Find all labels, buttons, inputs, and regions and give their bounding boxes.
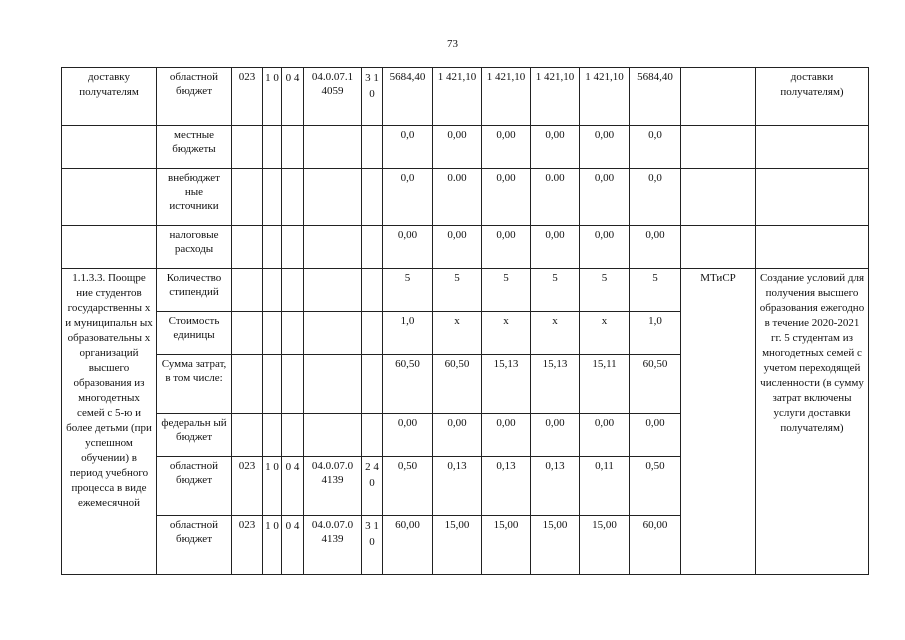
executor-cell: МТиСР [681, 269, 756, 575]
funding-source-cell: областной бюджет [157, 68, 232, 126]
target-article-cell [304, 169, 362, 226]
subsection-code-cell [282, 414, 304, 457]
value-sum-cell: 0,50 [630, 457, 681, 516]
value-total-cell: 5684,40 [383, 68, 433, 126]
section-code-cell [263, 226, 282, 269]
ministry-code-cell [232, 355, 263, 414]
target-article-cell [304, 355, 362, 414]
table-row [62, 169, 869, 226]
value-year-cell: 15,13 [482, 355, 531, 414]
section-code-cell [263, 269, 282, 312]
value-year-cell: 0,11 [580, 457, 630, 516]
funding-source-cell: областной бюджет [157, 516, 232, 575]
result-cell: доставки получателям) [756, 68, 869, 126]
value-sum-cell: 5684,40 [630, 68, 681, 126]
event-name-cell: 1.1.3.3. Поощре ние студентов государственны х и муниципальн ых образовательны х организаций высшего образования из многодетных семей с 5-ю и более детьми (при успешном обучении) в период учебного процесса в виде ежемесячной [62, 269, 157, 575]
executor-cell [681, 126, 756, 169]
value-year-cell: 15,00 [482, 516, 531, 575]
value-year-cell: x [482, 312, 531, 355]
value-year-cell: 0,00 [580, 414, 630, 457]
value-year-cell: 0.00 [433, 169, 482, 226]
subsection-code-cell: 0 4 [282, 457, 304, 516]
section-code-cell [263, 169, 282, 226]
section-code-cell: 1 0 [263, 516, 282, 575]
value-total-cell: 0,50 [383, 457, 433, 516]
expense-type-cell: 3 1 0 [362, 516, 383, 575]
section-code-cell [263, 126, 282, 169]
value-sum-cell: 0,0 [630, 169, 681, 226]
executor-cell [681, 68, 756, 126]
event-name-cell [62, 126, 157, 169]
funding-source-cell: местные бюджеты [157, 126, 232, 169]
value-total-cell: 60,00 [383, 516, 433, 575]
value-year-cell: 0,13 [531, 457, 580, 516]
target-article-cell [304, 226, 362, 269]
value-sum-cell: 60,00 [630, 516, 681, 575]
value-sum-cell: 60,50 [630, 355, 681, 414]
section-code-cell [263, 414, 282, 457]
subsection-code-cell [282, 169, 304, 226]
subsection-code-cell: 0 4 [282, 516, 304, 575]
executor-cell [681, 169, 756, 226]
subsection-code-cell [282, 269, 304, 312]
page-number: 73 [447, 38, 458, 50]
value-year-cell: 5 [482, 269, 531, 312]
value-year-cell: 0,00 [433, 226, 482, 269]
expense-type-cell [362, 126, 383, 169]
result-cell [756, 226, 869, 269]
event-name-cell [62, 169, 157, 226]
section-code-cell [263, 312, 282, 355]
value-year-cell: 15,11 [580, 355, 630, 414]
expense-type-cell [362, 355, 383, 414]
subsection-code-cell [282, 355, 304, 414]
funding-source-cell: Стоимость единицы [157, 312, 232, 355]
expense-type-cell [362, 226, 383, 269]
value-year-cell: 1 421,10 [531, 68, 580, 126]
value-year-cell: 0,00 [580, 226, 630, 269]
value-year-cell: 0,00 [531, 226, 580, 269]
table-row [62, 269, 869, 312]
funding-source-cell: областной бюджет [157, 457, 232, 516]
target-article-cell [304, 269, 362, 312]
result-cell [756, 126, 869, 169]
ministry-code-cell [232, 169, 263, 226]
value-total-cell: 0,0 [383, 126, 433, 169]
value-year-cell: 0.00 [531, 169, 580, 226]
table-row [62, 68, 869, 126]
expense-type-cell [362, 169, 383, 226]
executor-cell [681, 226, 756, 269]
ministry-code-cell [232, 312, 263, 355]
value-sum-cell: 0,00 [630, 226, 681, 269]
result-cell: Создание условий для получения высшего образования ежегодно в течение 2020-2021 гг. 5 студентам из многодетных семей с учетом переходящей численности (в сумму затрат включены услуги доставки получателям) [756, 269, 869, 575]
funding-source-cell: Количество стипендий [157, 269, 232, 312]
event-name-cell [62, 226, 157, 269]
target-article-cell [304, 312, 362, 355]
value-year-cell: 5 [433, 269, 482, 312]
section-code-cell: 1 0 [263, 68, 282, 126]
value-total-cell: 0,0 [383, 169, 433, 226]
value-total-cell: 0,00 [383, 414, 433, 457]
section-code-cell: 1 0 [263, 457, 282, 516]
value-year-cell: 0,13 [433, 457, 482, 516]
value-year-cell: 15,00 [580, 516, 630, 575]
ministry-code-cell: 023 [232, 516, 263, 575]
budget-table [61, 67, 869, 575]
value-total-cell: 0,00 [383, 226, 433, 269]
subsection-code-cell [282, 126, 304, 169]
value-sum-cell: 1,0 [630, 312, 681, 355]
value-year-cell: 0,00 [580, 126, 630, 169]
section-code-cell [263, 355, 282, 414]
value-total-cell: 60,50 [383, 355, 433, 414]
target-article-cell: 04.0.07.0 4139 [304, 457, 362, 516]
value-year-cell: 60,50 [433, 355, 482, 414]
value-year-cell: x [531, 312, 580, 355]
value-year-cell: 1 421,10 [482, 68, 531, 126]
value-sum-cell: 0,0 [630, 126, 681, 169]
value-year-cell: 0,00 [531, 414, 580, 457]
ministry-code-cell: 023 [232, 68, 263, 126]
expense-type-cell [362, 312, 383, 355]
subsection-code-cell [282, 312, 304, 355]
value-year-cell: 1 421,10 [433, 68, 482, 126]
value-year-cell: 15,00 [531, 516, 580, 575]
value-year-cell: 1 421,10 [580, 68, 630, 126]
funding-source-cell: Сумма затрат, в том числе: [157, 355, 232, 414]
target-article-cell [304, 126, 362, 169]
value-year-cell: 0,00 [433, 126, 482, 169]
result-cell [756, 169, 869, 226]
subsection-code-cell [282, 226, 304, 269]
value-year-cell: 0,00 [433, 414, 482, 457]
ministry-code-cell: 023 [232, 457, 263, 516]
value-year-cell: 0,00 [482, 414, 531, 457]
value-sum-cell: 0,00 [630, 414, 681, 457]
funding-source-cell: федеральн ый бюджет [157, 414, 232, 457]
value-year-cell: 0,00 [580, 169, 630, 226]
expense-type-cell: 2 4 0 [362, 457, 383, 516]
value-year-cell: 0,00 [482, 126, 531, 169]
target-article-cell: 04.0.07.1 4059 [304, 68, 362, 126]
subsection-code-cell: 0 4 [282, 68, 304, 126]
target-article-cell: 04.0.07.0 4139 [304, 516, 362, 575]
expense-type-cell: 3 1 0 [362, 68, 383, 126]
value-total-cell: 1,0 [383, 312, 433, 355]
value-year-cell: 0,13 [482, 457, 531, 516]
expense-type-cell [362, 414, 383, 457]
funding-source-cell: налоговые расходы [157, 226, 232, 269]
value-year-cell: 0,00 [482, 169, 531, 226]
table-row [62, 226, 869, 269]
ministry-code-cell [232, 269, 263, 312]
value-year-cell: 0,00 [531, 126, 580, 169]
value-year-cell: x [580, 312, 630, 355]
value-year-cell: 0,00 [482, 226, 531, 269]
value-year-cell: 5 [580, 269, 630, 312]
value-year-cell: x [433, 312, 482, 355]
value-total-cell: 5 [383, 269, 433, 312]
funding-source-cell: внебюджет ные источники [157, 169, 232, 226]
value-year-cell: 15,00 [433, 516, 482, 575]
event-name-cell: доставку получателям [62, 68, 157, 126]
ministry-code-cell [232, 226, 263, 269]
value-year-cell: 5 [531, 269, 580, 312]
table-row [62, 126, 869, 169]
target-article-cell [304, 414, 362, 457]
ministry-code-cell [232, 126, 263, 169]
expense-type-cell [362, 269, 383, 312]
value-sum-cell: 5 [630, 269, 681, 312]
ministry-code-cell [232, 414, 263, 457]
value-year-cell: 15,13 [531, 355, 580, 414]
